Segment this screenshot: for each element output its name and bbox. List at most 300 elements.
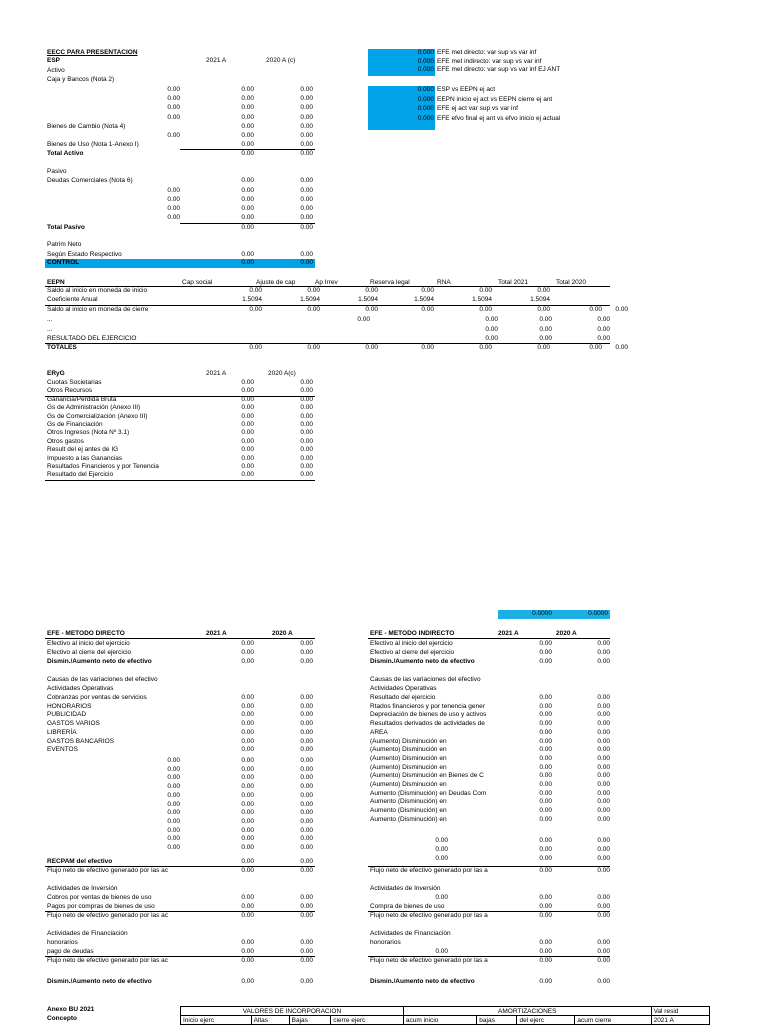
efe-ind-op-row: Depreciación de bienes de uso y activos [370,711,487,719]
efe-dir-op-row: LIBRERÍA [47,728,77,736]
eepn-value: 0.00 [539,316,552,323]
cell-value: 0.00 [539,711,552,719]
esp-2021-value: 0.00 [241,259,254,266]
esp-2021-value: 0.00 [241,104,254,111]
esp-caja: Caja y Bancos (Nota 2) [47,76,115,83]
cell-value: 0.00 [539,867,552,874]
eryg-row-label: Otros Recursos [47,387,93,395]
cell-value: 0.00 [241,858,254,865]
esp-total-activo: Total Activo [47,150,84,157]
eepn-value: 0.00 [357,316,370,323]
cell-value: 0.00 [241,912,254,919]
efe-dir-inv-row: Pagos por compras de bienes de uso [47,903,155,910]
eryg-row-label: Cuotas Societarias [47,379,102,386]
cell-value: 0.00 [597,939,610,946]
eryg-2021-value: 0.00 [241,446,254,454]
efe-ind-op-row: Aumento (Disminución) en [370,815,447,823]
esp-col-2021: 2021 A [206,57,227,64]
efe-ind-act-op: Actividades Operativas [370,685,437,692]
efe-ind-flujo: Flujo neto de efectivo generado por las a [370,867,488,874]
cell-value: 0.00 [597,720,610,728]
cell-value: 0.00 [597,640,610,647]
check-label: EFE met directo: var sup vs var inf EJ ANT [437,66,561,74]
eryg-2021-value: 0.00 [241,412,254,420]
cell-value: 0.00 [539,763,552,771]
cell-value: 0.00 [300,939,313,946]
cell-value: 0.00 [241,791,254,799]
cell-value: 0.00 [539,807,552,815]
esp-2020-value: 0.00 [300,205,313,212]
check-label: EFE met directo: var sup vs var inf [437,49,537,56]
cell-value: 0.00 [300,948,313,955]
esp-2021-value: 0.00 [241,123,254,130]
cell-value: 0.00 [300,957,313,964]
eryg-row-label: Resultados Financieros y por Tenencia [47,463,159,470]
cell-value: 0.00 [300,858,313,865]
cell-value: 0.00 [539,948,552,955]
check-value: 0.000 [417,114,434,122]
eryg-row-label: Gs de Administración (Anexo III) [47,404,141,412]
eepn-value: 0.00 [485,326,498,333]
efe-ind-row-label: Efectivo al cierre del ejercicio [370,649,455,656]
efe-dir-flujo: Flujo neto de efectivo generado por las ac [47,957,169,964]
cell-value: 0.00 [597,798,610,806]
cell-value: 0.00 [597,867,610,874]
eepn-label: EEPN [47,279,65,286]
eryg-col-2020: 2020 A(c) [268,370,296,377]
cell-value: 0.00 [167,826,180,834]
cell-value: 0.00 [167,765,180,773]
cell-value: 0.00 [241,649,254,656]
eryg-2021-value: 0.00 [241,421,254,428]
efe-ind-op-row: (Aumento) Disminución en [370,737,447,745]
cell-value: 0.00 [539,728,552,736]
eepn-value: 0.00 [249,344,262,351]
esp-left-value: 0.00 [167,214,180,221]
efe-ind-op-row: AREA [370,728,388,736]
esp-2020-value: 0.00 [300,177,313,184]
eryg-label: ERyG [47,370,65,377]
cell-value: 0.00 [539,781,552,788]
efe-dir-row-label: Efectivo al inicio del ejercicio [47,640,130,647]
cell-value: 0.00 [241,702,254,710]
efe-dir-op-row: GASTOS VARIOS [47,720,100,728]
cell-value: 0.00 [241,746,254,754]
eryg-2020-value: 0.00 [300,387,313,395]
esp-left-value: 0.00 [167,196,180,203]
cell-value: 0.00 [539,789,552,797]
eepn-value: 0.00 [485,316,498,323]
cell-value: 0.00 [241,957,254,964]
esp-2021-value: 0.00 [241,224,254,231]
anexo-table [180,1006,710,1025]
efe-dir-causas: Causas de las variaciones del efectivo [47,676,158,683]
cell-value: 0.00 [300,746,313,754]
eryg-row-label: Gs de Financiación [47,421,103,428]
cell-value: 0.00 [167,800,180,808]
esp-2020-value: 0.00 [300,196,313,203]
cell-value: 0.00 [241,826,254,834]
cell-value: 0.00 [597,855,610,862]
efe-dir-inv-row: Cobros por ventas de bienes de uso [47,894,152,901]
eryg-2021-value: 0.00 [241,437,254,445]
cell-value: 0.00 [167,783,180,791]
eepn-totales: TOTALES [47,344,77,351]
eepn-header: Ap Irrev [315,279,338,286]
efe-dir-fin-row: pago de deudas [47,948,94,955]
efe-ind-act-inv: Actividades de Inversión [370,885,441,892]
cell-value: 0.00 [241,867,254,874]
eepn-value: 0.00 [539,335,552,342]
esp-2021-value: 0.00 [241,251,254,258]
cell-value: 0.00 [241,978,254,985]
eepn-value: 0.00 [537,287,550,294]
anexo-title: Anexo BU 2021 [47,1006,95,1013]
eepn-coeficiente: Coeficiente Anual [47,296,98,303]
eepn-value: 0.00 [479,344,492,351]
check-value: 0.000 [417,49,434,56]
esp-2021-value: 0.00 [241,177,254,184]
esp-bienes-uso: Bienes de Uso (Nota 1-Anexo I) [47,141,139,148]
check-value: 0.000 [417,57,434,65]
eepn-resultado: RESULTADO DEL EJERCICIO [47,335,137,342]
eepn-value: 0.00 [537,344,550,351]
esp-pn: Patrim Neto [47,241,82,248]
cell-value: 0.00 [597,772,610,780]
eepn-value: 0.00 [249,306,262,313]
cell-value: 0.00 [241,711,254,719]
cell-value: 0.00 [241,757,254,764]
cell-value: 0.00 [300,765,313,773]
esp-2020-value: 0.00 [300,104,313,111]
eryg-row-label: Result del ej antes de IG [47,446,119,454]
efe-dir-col-2021: 2021 A [206,630,227,637]
cell-value: 0.00 [435,894,448,901]
efe-ind-op-row: Aumento (Disminución) en [370,807,447,815]
eepn-saldo-cierre: Saldo al inicio en moneda de cierre [47,306,149,313]
cell-value: 0.00 [300,728,313,736]
efe-ind-dismin: Dismin./Aumento neto de efectivo [370,978,475,985]
eepn-dots-1: ... [47,316,53,323]
efe-dir-fin-row: honorarios [47,939,78,946]
efe-ind-compra: Compra de bienes de uso [370,903,445,910]
cell-value: 0.00 [435,837,448,844]
cell-value: 0.00 [241,809,254,817]
cell-value: 0.00 [597,694,610,701]
eepn-header: RNA [437,279,451,286]
eepn-value: 0.00 [365,344,378,351]
check-label: EFE ej act var sup vs var inf [437,105,518,112]
eepn-value: 0.00 [307,287,320,294]
cell-value: 0.00 [241,835,254,843]
eryg-2021-value: 0.00 [241,387,254,395]
eepn-value: 0.00 [597,335,610,342]
eepn-value: 0.00 [365,306,378,313]
eryg-2020-value: 0.00 [300,379,313,386]
cell-value: 0.00 [539,702,552,710]
esp-2020-value: 0.00 [300,132,313,139]
eryg-2020-value: 0.00 [300,471,313,479]
eepn-header: Reserva legal [370,279,410,286]
efe-ind-causas: Causas de las variaciones del efectivo [370,676,481,683]
efe-ind-op-row: Aumento (Disminución) en Deudas Com [370,789,487,797]
esp-2021-value: 0.00 [241,187,254,194]
cell-value: 0.00 [167,817,180,825]
eryg-row-label: Ganancia/Perdida Bruta [47,395,117,403]
cell-value: 0.00 [300,720,313,728]
efe-ind-op-row: Resultados derivados de actividades de [370,720,485,728]
cell-value: 0.00 [597,912,610,919]
anexo-subheader: acum inicio [403,1016,476,1025]
efe-ind-flujo: Flujo neto de efectivo generado por las a [370,912,488,919]
cell-value: 0.00 [597,649,610,656]
anexo-subheader: bajas [477,1016,517,1025]
esp-bienes-cambio: Bienes de Cambio (Nota 4) [47,123,126,130]
esp-2021-value: 0.00 [241,86,254,93]
cell-value: 0.00 [241,800,254,808]
efe-dir-act-inv: Actividades de Inversión [47,885,118,892]
efe-ind-op-row: Rtados financieros y por tenencia gener [370,702,485,710]
cell-value: 0.00 [167,835,180,843]
esp-2021-value: 0.00 [241,114,254,121]
cell-value: 0.00 [539,640,552,647]
eryg-2021-value: 0.00 [241,404,254,412]
efe-ind-title: EFE - METODO INDIRECTO [370,630,455,637]
esp-2020-value: 0.00 [300,114,313,121]
check-label: EEPN inicio ej act vs EEPN cierre ej ant [437,95,553,103]
cell-value: 0.00 [539,694,552,701]
cell-value: 0.00 [300,694,313,701]
cell-value: 0.00 [597,746,610,754]
efe-ind-op-row: (Aumento) Disminución en [370,763,447,771]
cell-value: 0.00 [435,948,448,955]
anexo-subheader: del ejerc [517,1016,575,1025]
cell-value: 0.00 [300,912,313,919]
cell-value: 0.00 [539,837,552,844]
cell-value: 0.00 [300,800,313,808]
eepn-dots-2: ... [47,326,53,333]
esp-2021-value: 0.00 [241,196,254,203]
efe-dir-flujo: Flujo neto de efectivo generado por las ac [47,912,169,919]
efe-ind-op-row: Aumento (Disminución) en [370,798,447,806]
efe-ind-op-row: (Aumento) Disminución en Bienes de C [370,772,484,780]
esp-title: EECC PARA PRESENTACION [47,49,138,56]
cell-value: 0.00 [167,757,180,764]
eepn-value: 0.00 [307,344,320,351]
eryg-2020-value: 0.00 [300,463,313,470]
esp-2021-value: 0.00 [241,150,254,157]
eryg-rule [45,396,315,397]
eryg-2020-value: 0.00 [300,454,313,462]
cell-value: 0.00 [241,903,254,910]
esp-left-value: 0.00 [167,114,180,121]
esp-pasivo: Pasivo [47,168,67,175]
eepn-value: 0.00 [589,344,602,351]
eepn-value: 0.00 [307,306,320,313]
esp-2020-value: 0.00 [300,214,313,221]
check-value: 0.000 [417,105,434,112]
eryg-2021-value: 0.00 [241,379,254,386]
cell-value: 0.00 [167,844,180,851]
esp-rule [180,149,315,150]
esp-label: ESP [47,57,61,64]
eryg-2021-value: 0.00 [241,429,254,437]
cell-value: 0.00 [597,702,610,710]
eepn-coef: 1.5094 [472,296,492,303]
esp-2021-value: 0.00 [241,95,254,102]
efe-dir-op-row: HONORARIOS [47,702,92,710]
eryg-row-label: Gs de Comercialización (Anexo III) [47,412,148,420]
cell-value: 0.00 [597,903,610,910]
cell-value: 0.00 [597,763,610,771]
cell-value: 0.00 [241,765,254,773]
esp-2020-value: 0.00 [300,251,313,258]
eryg-2020-value: 0.00 [300,412,313,420]
esp-2020-value: 0.00 [300,224,313,231]
cell-value: 0.00 [300,809,313,817]
rule-line [368,638,610,639]
anexo-subheader: Bajas [289,1016,331,1025]
eepn-value: 0.00 [597,326,610,333]
check-label: ESP vs EEPN ej act [437,86,496,93]
eryg-row-label: Otros gastos [47,437,84,445]
efe-ind-col-2021: 2021 A [498,630,519,637]
efe-ind-act-fin: Actividades de Financiación [370,930,451,937]
cell-value: 0.00 [539,846,552,853]
eepn-value: 0.00 [421,344,434,351]
cell-value: 0.00 [167,774,180,782]
cell-value: 0.00 [241,640,254,647]
eryg-2020-value: 0.00 [300,446,313,454]
cell-value: 0.00 [597,754,610,762]
anexo-subheader: 2021 A [651,1016,709,1025]
cell-value: 0.00 [241,939,254,946]
cell-value: 0.00 [241,728,254,736]
efe-top-v2: 0.0000 [588,610,608,617]
efe-ind-honorarios: honorarios [370,939,401,946]
cell-value: 0.00 [300,867,313,874]
eepn-value: 0.00 [365,287,378,294]
efe-dir-recpam: RECPAM del efectivo [47,858,113,865]
efe-ind-flujo: Flujo neto de efectivo generado por las a [370,957,488,964]
anexo-valores-header: VALORES DE INCORPORACION [181,1007,404,1016]
esp-total-pasivo: Total Pasivo [47,224,85,231]
efe-top-v1: 0.0000 [532,610,552,617]
eryg-2020-value: 0.00 [300,429,313,437]
cell-value: 0.00 [167,791,180,799]
cell-value: 0.00 [597,948,610,955]
eryg-2020-value: 0.00 [300,437,313,445]
cell-value: 0.00 [597,658,610,665]
anexo-subheader: Inicio ejerc [181,1016,252,1025]
cell-value: 0.00 [241,694,254,701]
cell-value: 0.00 [597,711,610,719]
eepn-value: 0.00 [537,306,550,313]
cell-value: 0.00 [241,844,254,851]
cell-value: 0.00 [435,855,448,862]
eepn-value: 0.00 [597,316,610,323]
anexo-subheader: Altas [251,1016,289,1025]
esp-left-value: 0.00 [167,95,180,102]
eepn-value: 0.00 [615,306,628,313]
efe-dir-op-row: GASTOS BANCARIOS [47,737,115,745]
cell-value: 0.00 [597,807,610,815]
esp-2020-value: 0.00 [300,95,313,102]
cell-value: 0.00 [241,774,254,782]
check-value: 0.000 [417,95,434,103]
eryg-2021-value: 0.00 [241,454,254,462]
cell-value: 0.00 [539,957,552,964]
esp-2020-value: 0.00 [300,141,313,148]
esp-col-2020: 2020 A (c) [266,57,296,64]
eepn-value: 0.00 [485,335,498,342]
cell-value: 0.00 [300,826,313,834]
eepn-coef: 1.5094 [300,296,320,303]
eepn-coef: 1.5094 [358,296,378,303]
esp-activo: Activo [47,67,65,74]
cell-value: 0.00 [597,957,610,964]
efe-dir-dismin: Dismin./Aumento neto de efectivo [47,978,152,985]
cell-value: 0.00 [597,789,610,797]
cell-value: 0.00 [300,658,313,665]
efe-ind-op-row: Resultado del ejercicio [370,694,436,701]
eryg-2021-value: 0.00 [241,463,254,470]
eryg-2020-value: 0.00 [300,421,313,428]
efe-dir-op-row: PUBLICIDAD [47,711,87,719]
cell-value: 0.00 [597,837,610,844]
eepn-value: 0.00 [421,287,434,294]
cell-value: 0.00 [300,903,313,910]
efe-dir-col-2020: 2020 A [272,630,293,637]
eepn-coef: 1.5094 [530,296,550,303]
eryg-row-label: Impuesto a las Ganancias [47,454,123,462]
cell-value: 0.00 [539,772,552,780]
esp-left-value: 0.00 [167,205,180,212]
cell-value: 0.00 [300,783,313,791]
eryg-2020-value: 0.00 [300,404,313,412]
efe-dir-flujo: Flujo neto de efectivo generado por las ac [47,867,169,874]
cell-value: 0.00 [241,948,254,955]
cell-value: 0.00 [597,815,610,823]
efe-dir-row-label: Dismin./Aumento neto de efectivo [47,658,152,665]
cell-value: 0.00 [597,978,610,985]
check-label: EFE met indirecto: var sup vs var inf [437,57,542,65]
eepn-value: 0.00 [479,287,492,294]
cell-value: 0.00 [300,737,313,745]
efe-dir-row-label: Efectivo al cierre del ejercicio [47,649,132,656]
anexo-concepto: Concepto [47,1015,77,1022]
esp-deudas: Deudas Comerciales (Nota 6) [47,177,133,184]
cell-value: 0.00 [539,978,552,985]
cell-value: 0.00 [241,737,254,745]
cell-value: 0.00 [300,791,313,799]
cell-value: 0.00 [597,894,610,901]
check-value: 0.000 [417,86,434,93]
eepn-value: 0.00 [479,306,492,313]
cell-value: 0.00 [300,702,313,710]
anexo-valresid-header: Val resid [651,1007,709,1016]
eepn-header: Total 2021 [498,279,528,286]
efe-dir-op-row: Cobranzas por ventas de servicios [47,694,147,701]
cell-value: 0.00 [539,720,552,728]
efe-dir-act-fin: Actividades de Financiación [47,930,128,937]
esp-segun-estado: Según Estado Respectivo [47,251,122,258]
control-highlight [45,259,315,268]
eepn-value: 0.00 [589,306,602,313]
cell-value: 0.00 [435,846,448,853]
cell-value: 0.00 [300,711,313,719]
eepn-saldo-inicio: Saldo al inicio en moneda de inicio [47,287,148,294]
